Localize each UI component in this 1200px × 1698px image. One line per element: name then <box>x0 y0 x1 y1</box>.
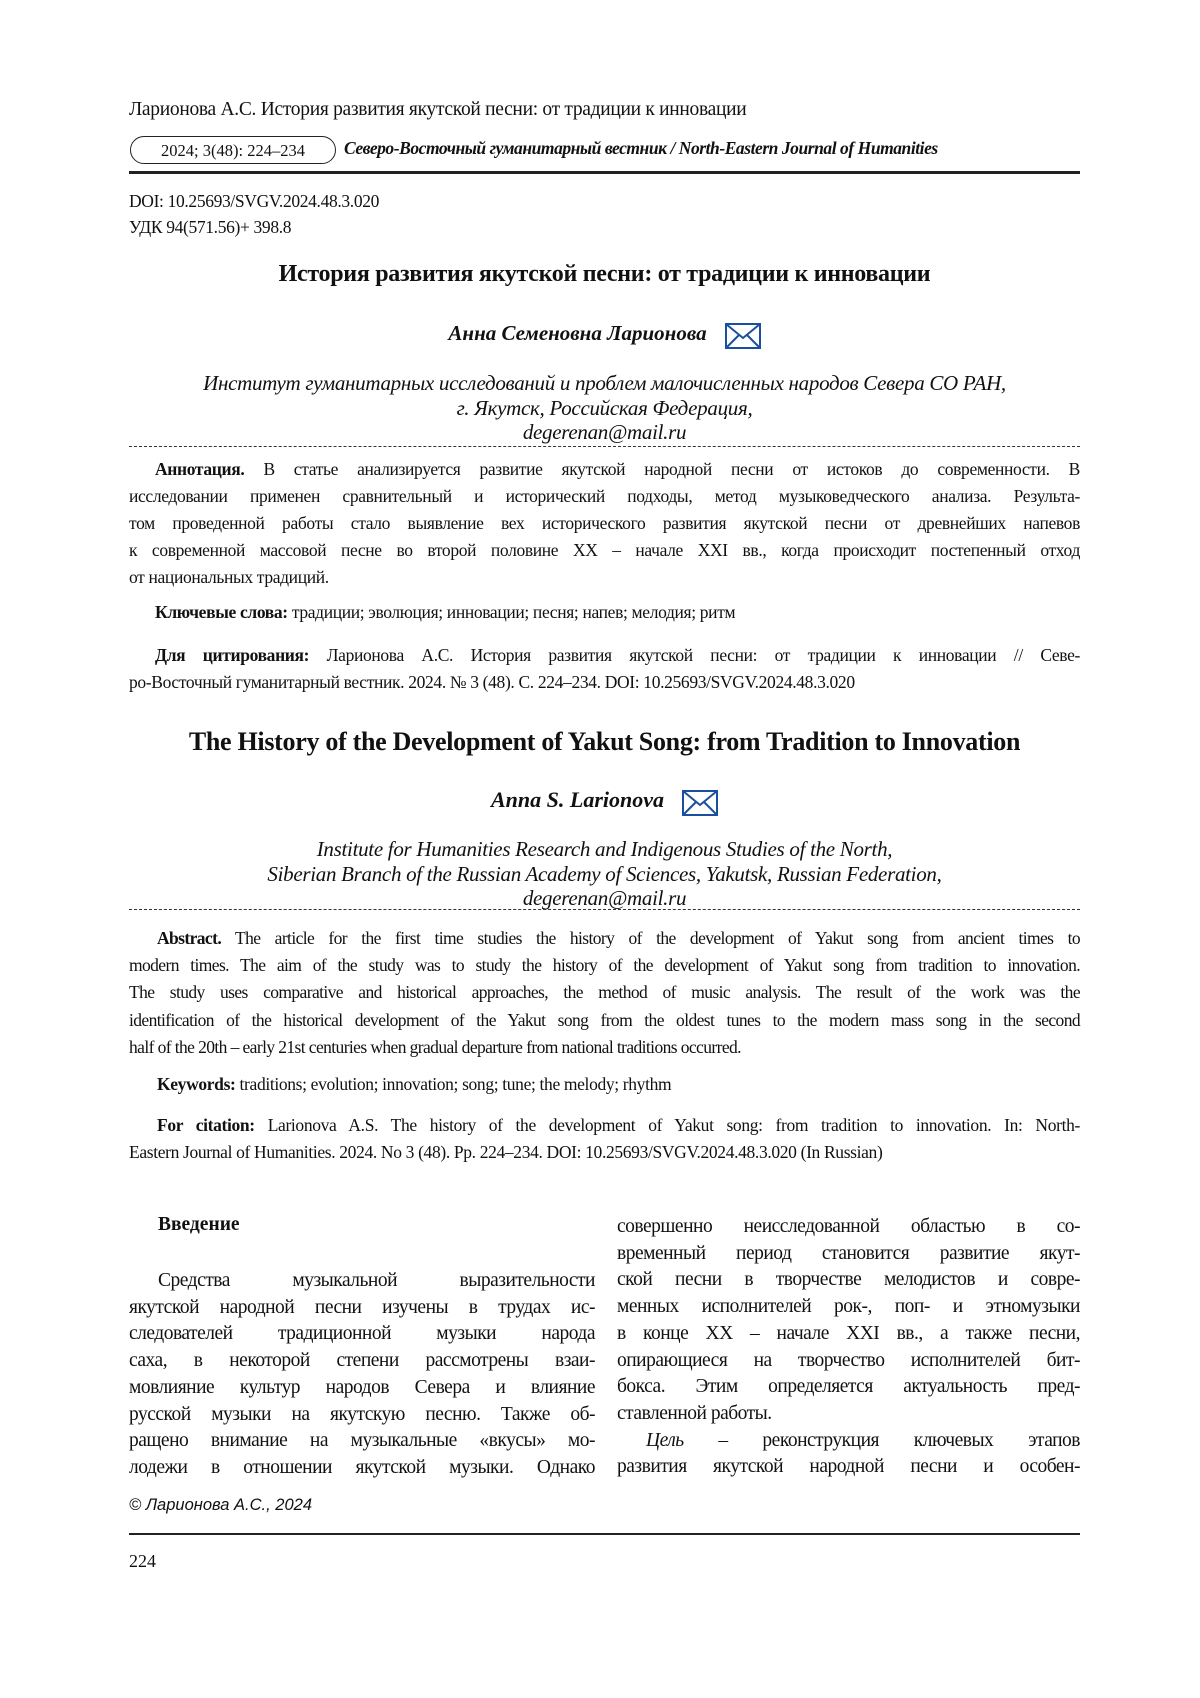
body-line <box>129 1428 595 1455</box>
abstract-line <box>129 510 1080 537</box>
body-line <box>617 1401 1080 1428</box>
en-keywords <box>157 1074 671 1095</box>
line-text: ро-Восточный гуманитарный вестник. 2024. № 3 (48). С. 224–234. DOI: 10.25693/SVGV.2024.48.3.020 <box>129 671 855 692</box>
ru-citation <box>129 642 1080 695</box>
ru-author-row <box>129 321 1080 349</box>
ru-keywords-text: традиции; эволюция; инновации; песня; напев; мелодия; ритм <box>287 602 736 622</box>
line-text: Средства музыкальной выразительности <box>158 1270 595 1291</box>
body-line <box>617 1214 1080 1241</box>
body-line <box>617 1267 1080 1294</box>
line-text: развития якутской народной песни и особен- <box>617 1456 1080 1478</box>
ru-email[interactable]: degerenan@mail.ru <box>522 420 687 444</box>
en-abstract <box>129 925 1080 1061</box>
goal-label: Цель <box>646 1429 684 1451</box>
footer-rule <box>129 1533 1080 1535</box>
body-line <box>617 1294 1080 1321</box>
abstract-line <box>129 537 1080 564</box>
line-text: Eastern Journal of Humanities. 2024. No 3 (48). Pp. 224–234. DOI: 10.25693/SVGV.2024.48.3.020 (In Russian) <box>129 1142 883 1162</box>
body-line <box>617 1348 1080 1375</box>
line-text: Ларионова А.С. История развития якутской песни: от традиции к инновации // Севе- <box>309 645 1080 665</box>
body-line <box>617 1428 1080 1455</box>
body-line <box>129 1348 595 1375</box>
en-divider <box>129 909 1080 910</box>
abstract-line <box>129 1034 1080 1061</box>
line-text: modern times. The aim of the study was to study the history of the development of Yakut song from tradition to innovation. <box>129 955 1080 976</box>
affiliation-line: Siberian Branch of the Russian Academy of Sciences, Yakutsk, Russian Federation, <box>267 861 942 886</box>
envelope-icon[interactable] <box>682 790 718 816</box>
ru-keywords-label: Ключевые слова: <box>155 602 288 622</box>
citation-line <box>129 669 1080 696</box>
line-text: identification of the historical development of the Yakut song from the oldest tunes to the modern mass song in the second <box>129 1009 1080 1030</box>
line-text: якутской народной песни изучены в трудах ис- <box>129 1296 595 1318</box>
ru-abstract <box>129 456 1080 591</box>
affiliation-line: Институт гуманитарных исследований и проблем малочисленных народов Севера СО РАН, <box>203 371 1006 395</box>
abstract-line <box>129 1007 1080 1034</box>
section-heading: Введение <box>158 1214 240 1235</box>
ru-author: Анна Семеновна Ларионова <box>448 321 707 345</box>
body-line <box>129 1321 595 1348</box>
body-line <box>129 1402 595 1429</box>
issue-badge: 2024; 3(48): 224–234 <box>130 136 336 164</box>
udk: УДК 94(571.56)+ 398.8 <box>129 217 292 237</box>
abstract-line <box>129 925 1080 952</box>
citation-line <box>129 642 1080 669</box>
line-text: следователей традиционной музыки народа <box>129 1323 595 1345</box>
line-text: мовлияние культур народов Севера и влияние <box>129 1376 595 1398</box>
line-text: ской песни в творчестве мелодистов и совре- <box>617 1269 1080 1291</box>
body-line <box>617 1241 1080 1268</box>
ru-title: История развития якутской песни: от традиции к инновации <box>278 261 931 287</box>
en-keywords-label: Keywords: <box>157 1074 236 1094</box>
line-text: русской музыки на якутскую песню. Также об- <box>129 1403 595 1425</box>
line-text: том проведенной работы стало выявление вех исторического развития якутской песни от древнейших напевов <box>129 513 1080 533</box>
envelope-icon[interactable] <box>725 323 761 349</box>
line-text: бокса. Этим определяется актуальность пред- <box>617 1376 1080 1398</box>
line-text: В статье анализируется развитие якутской народной песни от истоков до современности. В <box>244 459 1080 479</box>
line-text: временный период становится развитие якут- <box>617 1242 1080 1264</box>
en-author-row <box>129 787 1080 816</box>
en-affiliation <box>129 837 1080 911</box>
en-email[interactable]: degerenan@mail.ru <box>522 886 687 910</box>
line-text: half of the 20th – early 21st centuries when gradual departure from national traditions occurred. <box>129 1036 741 1057</box>
line-text: менных исполнителей рок-, поп- и этномузыки <box>617 1296 1080 1318</box>
line-text: саха, в некоторой степени рассмотрены взаи- <box>129 1350 595 1372</box>
affiliation-line: г. Якутск, Российская Федерация, <box>456 395 753 420</box>
line-text: ращено внимание на музыкальные «вкусы» мо- <box>129 1430 595 1452</box>
abstract-line <box>129 456 1080 483</box>
left-column <box>129 1268 595 1482</box>
line-text: ставленной работы. <box>617 1402 772 1424</box>
ru-keywords <box>155 602 735 623</box>
body-line <box>129 1375 595 1402</box>
header-rule <box>129 171 1080 174</box>
line-text: к современной массовой песне во второй половине XX – начале XXI вв., когда происходит постепенный отход <box>129 540 1080 560</box>
en-abstract-label: Abstract. <box>157 928 222 948</box>
doi[interactable]: DOI: 10.25693/SVGV.2024.48.3.020 <box>129 191 380 211</box>
line-text: исследовании применен сравнительный и исторический подходы, метод музыковедческого анализа. Результа- <box>129 486 1080 506</box>
right-column <box>617 1214 1080 1481</box>
abstract-line <box>129 483 1080 510</box>
body-line <box>129 1295 595 1322</box>
copyright: © Ларионова А.С., 2024 <box>129 1496 312 1514</box>
line-text: в конце XX – начале XXI вв., а также песни, <box>617 1322 1080 1344</box>
en-citation-label: For citation: <box>157 1115 255 1135</box>
body-line <box>617 1374 1080 1401</box>
ru-divider <box>129 446 1080 447</box>
line-text: Larionova A.S. The history of the development of Yakut song: from tradition to innovation. In: North- <box>254 1115 1080 1135</box>
body-line <box>617 1321 1080 1348</box>
en-title: The History of the Development of Yakut Song: from Tradition to Innovation <box>188 727 1021 756</box>
citation-line <box>129 1112 1080 1139</box>
running-title: Ларионова А.С. История развития якутской песни: от традиции к инновации <box>129 99 747 120</box>
en-keywords-text: traditions; evolution; innovation; song; tune; the melody; rhythm <box>235 1074 672 1094</box>
ru-abstract-label: Аннотация. <box>155 459 245 479</box>
citation-line <box>129 1139 1080 1166</box>
ru-citation-label: Для цитирования: <box>155 645 310 665</box>
line-text: – реконструкция ключевых этапов <box>683 1429 1080 1451</box>
ru-affiliation <box>129 371 1080 445</box>
en-author: Anna S. Larionova <box>491 787 664 812</box>
body-line <box>129 1268 595 1295</box>
abstract-line <box>129 952 1080 979</box>
en-citation <box>129 1112 1080 1166</box>
affiliation-line: Institute for Humanities Research and Indigenous Studies of the North, <box>316 837 893 861</box>
line-text: лодежи в отношении якутской музыки. Однако <box>129 1456 595 1478</box>
abstract-line <box>129 979 1080 1006</box>
line-text: The article for the first time studies the history of the development of Yakut song from ancient times to <box>221 928 1080 948</box>
line-text: опирающиеся на творчество исполнителей бит- <box>617 1349 1080 1371</box>
line-text: от национальных традиций. <box>129 567 329 587</box>
body-line <box>617 1454 1080 1481</box>
line-text: The study uses comparative and historical approaches, the method of music analysis. The result of the work was the <box>129 982 1080 1003</box>
journal-name: Северо-Восточный гуманитарный вестник / North-Eastern Journal of Humanities <box>344 138 938 158</box>
body-line <box>129 1455 595 1482</box>
abstract-line <box>129 564 1080 591</box>
page-number: 224 <box>129 1551 156 1571</box>
line-text: совершенно неисследованной областью в со- <box>617 1216 1080 1237</box>
